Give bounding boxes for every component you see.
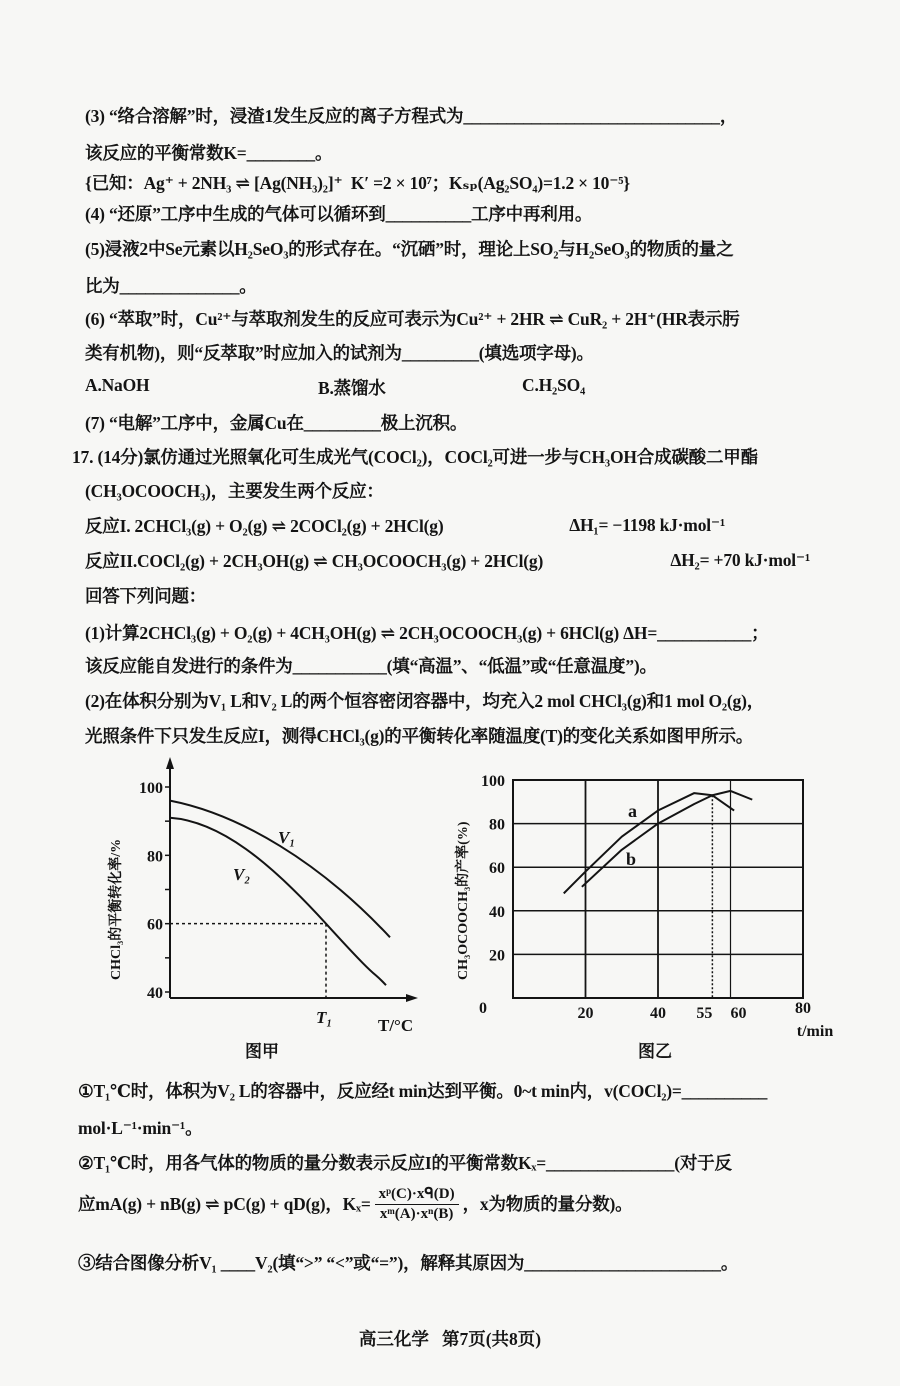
delta-h1: ΔH₁= −1198 kJ·mol⁻¹ bbox=[569, 515, 725, 535]
y-axis-label: CH₃OCOOCH₃的产率(%) bbox=[456, 821, 471, 980]
q16-line: 比为______________。 bbox=[85, 276, 257, 296]
q16-line: (4) “还原”工序中生成的气体可以循环到__________工序中再利用。 bbox=[85, 204, 593, 224]
x-tick-label-t1: T₁ bbox=[316, 1008, 333, 1027]
q17-part1-line2: 该反应能自发进行的条件为___________(填“高温”、“低温”或“任意温度”)。 bbox=[85, 656, 657, 676]
series-line-v1 bbox=[170, 801, 390, 938]
chart-title: 图乙 bbox=[638, 1042, 672, 1061]
x-axis-label: T/°C bbox=[378, 1016, 414, 1035]
y-tick-label: 80 bbox=[489, 816, 505, 834]
y-axis-label: CHCl₃的平衡转化率/% bbox=[109, 838, 124, 980]
kx-fraction bbox=[375, 1184, 459, 1223]
page-footer: 高三化学 第7页(共8页) bbox=[358, 1329, 542, 1349]
y-tick-label: 60 bbox=[489, 860, 505, 878]
y-tick-label: 20 bbox=[489, 947, 505, 965]
q16-line: {已知：Ag⁺ + 2NH₃ ⇌ [Ag(NH₃)₂]⁺ K′ =2 × 10⁷；Kₛₚ(Ag₂SO₄)=1.2 × 10⁻⁵} bbox=[85, 173, 631, 193]
x-tick-label: 0 bbox=[479, 1000, 487, 1017]
sub-question-2-tail: ，x为物质的量分数)。 bbox=[462, 1194, 633, 1214]
chart-jia bbox=[90, 755, 430, 1065]
q16-line: 类有机物)，则“反萃取”时应加入的试剂为_________(填选项字母)。 bbox=[85, 343, 594, 363]
sub-question-2-formula-row bbox=[78, 1184, 633, 1223]
kx-numerator: xᵖ(C)·xᑫ(D) bbox=[375, 1184, 459, 1205]
reaction-2-row bbox=[85, 548, 810, 573]
y-tick-label: 60 bbox=[147, 916, 163, 934]
q16-line: 该反应的平衡常数K=________。 bbox=[85, 143, 333, 163]
x-tick-label: 60 bbox=[730, 1005, 747, 1022]
q16-line: (3) “络合溶解”时，浸渣1发生反应的离子方程式为______________________________， bbox=[85, 106, 738, 126]
y-tick-label: 100 bbox=[481, 773, 505, 790]
sub-question-1-line2: mol·L⁻¹·min⁻¹。 bbox=[78, 1118, 203, 1138]
answer-prompt: 回答下列问题： bbox=[85, 586, 207, 606]
q17-part2-line2: 光照条件下只发生反应I，测得CHCl₃(g)的平衡转化率随温度(T)的变化关系如图甲所示。 bbox=[85, 726, 754, 746]
option-c: C.H₂SO₄ bbox=[522, 375, 586, 395]
q17-part2-line1: (2)在体积分别为V₁ L和V₂ L的两个恒容密闭容器中，均充入2 mol CHCl₃(g)和1 mol O₂(g)， bbox=[85, 691, 765, 711]
sub-question-2-line1: ②T₁℃时，用各气体的物质的量分数表示反应I的平衡常数Kₓ=_______________(对于反 bbox=[78, 1153, 732, 1173]
option-b: B.蒸馏水 bbox=[318, 378, 386, 398]
sub-question-1-line1: ①T₁℃时，体积为V₂ L的容器中，反应经t min达到平衡。0~t min内，v(COCl₂)=__________ bbox=[78, 1081, 768, 1101]
option-a: A.NaOH bbox=[85, 375, 150, 395]
reaction-1: 反应I. 2CHCl₃(g) + O₂(g) ⇌ 2COCl₂(g) + 2HCl(g) bbox=[85, 516, 444, 536]
series-line-a bbox=[564, 793, 734, 893]
y-tick-label: 40 bbox=[489, 903, 505, 921]
q16-line: (5)浸液2中Se元素以H₂SeO₃的形式存在。“沉硒”时，理论上SO₂与H₂SeO₃的物质的量之 bbox=[85, 239, 734, 259]
x-tick-label: 80 bbox=[795, 1000, 811, 1017]
x-axis-arrow bbox=[406, 994, 418, 1002]
series-label-v2: V₂ bbox=[233, 865, 251, 884]
sub-question-2-formula: 应mA(g) + nB(g) ⇌ pC(g) + qD(g)，Kₓ= bbox=[78, 1194, 371, 1214]
y-tick-label: 80 bbox=[147, 848, 163, 866]
kx-denominator: xᵐ(A)·xⁿ(B) bbox=[379, 1206, 454, 1222]
series-label-a: a bbox=[628, 801, 637, 821]
y-tick-label: 40 bbox=[147, 985, 163, 1002]
y-axis-arrow bbox=[166, 757, 174, 769]
delta-h2: ΔH₂= +70 kJ·mol⁻¹ bbox=[670, 550, 810, 570]
series-label-b: b bbox=[626, 849, 637, 869]
x-tick-label: 55 bbox=[696, 1005, 713, 1022]
series-label-v1: V₁ bbox=[278, 828, 296, 847]
chart-title: 图甲 bbox=[245, 1042, 279, 1061]
chart-yi bbox=[440, 755, 850, 1065]
reaction-1-row bbox=[85, 513, 725, 538]
x-tick-label: 40 bbox=[650, 1005, 666, 1022]
y-tick-label: 100 bbox=[139, 780, 163, 797]
x-tick-label: 20 bbox=[577, 1005, 594, 1022]
sub-question-3: ③结合图像分析V₁ ____V₂(填“>” “<”或“=”)，解释其原因为_______________________。 bbox=[78, 1253, 739, 1273]
q16-part7: (7) “电解”工序中，金属Cu在_________极上沉积。 bbox=[85, 413, 468, 433]
x-axis-label: t/min bbox=[796, 1023, 834, 1040]
q17-intro-line2: (CH₃OCOOCH₃)，主要发生两个反应： bbox=[85, 481, 384, 501]
q16-line: (6) “萃取”时，Cu²⁺与萃取剂发生的反应可表示为Cu²⁺ + 2HR ⇌ CuR₂ + 2H⁺(HR表示肟 bbox=[85, 309, 740, 329]
q17-part1-line1: (1)计算2CHCl₃(g) + O₂(g) + 4CH₃OH(g) ⇌ 2CH₃OCOOCH₃(g) + 6HCl(g) ΔH=___________； bbox=[85, 623, 769, 643]
reaction-2: 反应II.COCl₂(g) + 2CH₃OH(g) ⇌ CH₃OCOOCH₃(g) + 2HCl(g) bbox=[85, 551, 544, 571]
q17-intro-line1: 17. (14分)氯仿通过光照氧化可生成光气(COCl₂)，COCl₂可进一步与CH₃OH合成碳酸二甲酯 bbox=[72, 447, 758, 467]
